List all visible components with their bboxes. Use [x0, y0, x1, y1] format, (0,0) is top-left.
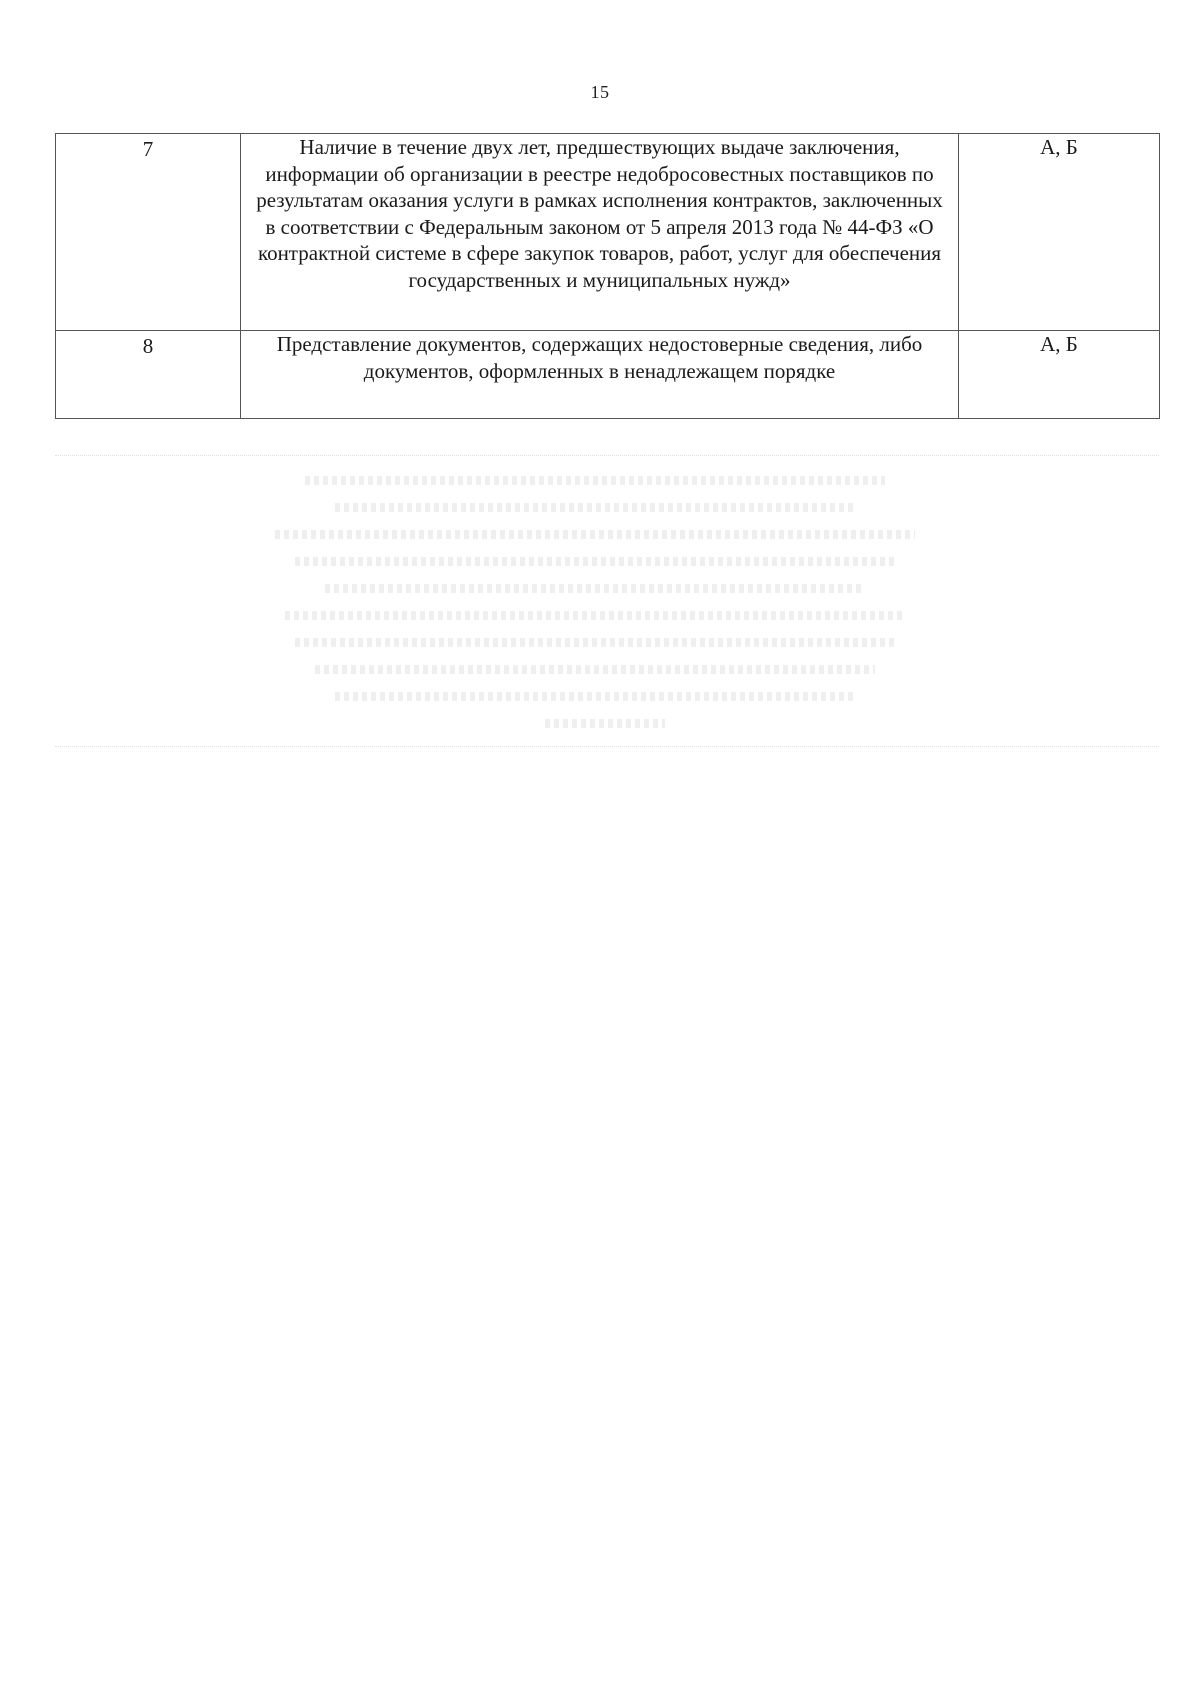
- row-category-cell: А, Б: [959, 331, 1160, 419]
- bleed-line: [545, 719, 665, 728]
- bleed-line: [335, 503, 855, 512]
- bleed-line: [295, 638, 895, 647]
- row-number-cell: 8: [56, 331, 241, 419]
- row-number-cell: 7: [56, 134, 241, 331]
- bleed-line: [275, 530, 915, 539]
- row-text-cell: [241, 331, 959, 419]
- bleed-line: [305, 476, 885, 485]
- row-text: Наличие в течение двух лет, предшествующих выдаче заключения, информации об организации в реестре недобросовестных поставщиков по результатам оказания услуги в рамках исполнения контрактов, заключенных в соответствии с Федеральным законом от 5 апреля 2013 года № 44-ФЗ «О контрактной системе в сфере закупок товаров, работ, услуг для обеспечения государственных и муниципальных нужд»: [256, 135, 943, 292]
- bleed-line: [325, 584, 865, 593]
- row-category-cell: А, Б: [959, 134, 1160, 331]
- scan-bleed-through: [55, 455, 1159, 747]
- criteria-table: [55, 133, 1160, 419]
- table-row: [56, 331, 1160, 419]
- bleed-line: [335, 692, 855, 701]
- table-row: [56, 134, 1160, 331]
- bleed-line: [285, 611, 905, 620]
- bleed-line: [315, 665, 875, 674]
- bleed-line: [295, 557, 895, 566]
- row-text: Представление документов, содержащих недостоверные сведения, либо документов, оформленных в ненадлежащем порядке: [276, 332, 923, 383]
- page-number: 15: [590, 82, 610, 102]
- row-text-cell: [241, 134, 959, 331]
